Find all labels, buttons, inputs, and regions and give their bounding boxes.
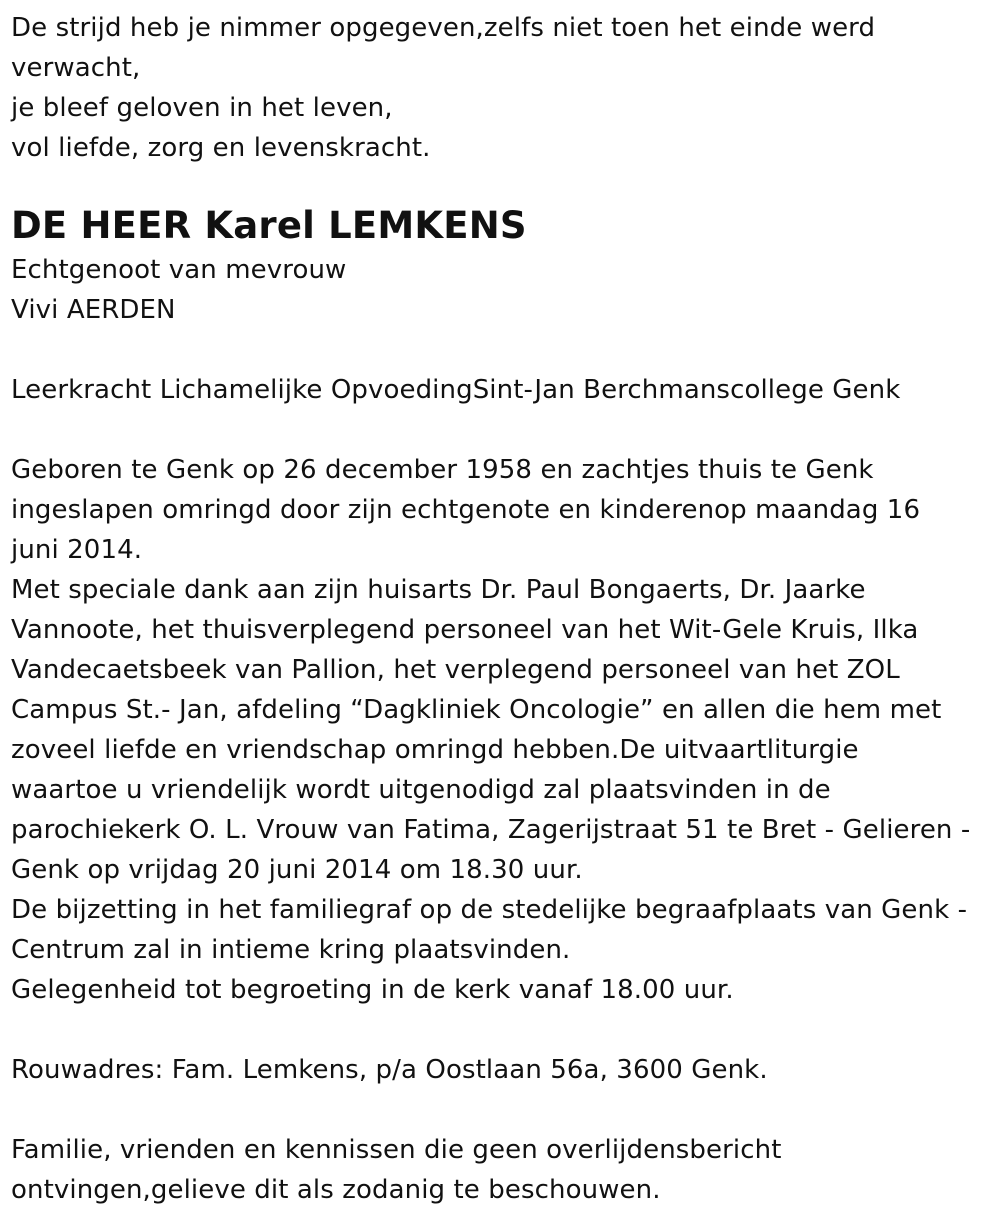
poem-line: vol liefde, zorg en levenskracht.	[11, 133, 431, 163]
poem-line: De strijd heb je nimmer opgegeven,zelfs niet toen het einde werd	[11, 13, 876, 43]
poem	[11, 8, 991, 168]
announcement-body	[11, 450, 991, 1010]
body-line: Vannoote, het thuisverplegend personeel van het Wit-Gele Kruis, Ilka	[11, 615, 919, 645]
spouse-line: Vivi AERDEN	[11, 295, 176, 325]
spouse-line: Echtgenoot van mevrouw	[11, 255, 347, 285]
body-line: Gelegenheid tot begroeting in de kerk vanaf 18.00 uur.	[11, 975, 734, 1005]
spacer	[11, 330, 991, 370]
body-line: Genk op vrijdag 20 juni 2014 om 18.30 uur.	[11, 855, 583, 885]
spacer	[11, 1090, 991, 1130]
body-line: Vandecaetsbeek van Pallion, het verplegend personeel van het ZOL	[11, 655, 900, 685]
body-line: waartoe u vriendelijk wordt uitgenodigd zal plaatsvinden in de	[11, 775, 831, 805]
profession: Leerkracht Lichamelijke OpvoedingSint-Jan Berchmanscollege Genk	[11, 375, 901, 405]
body-line: ingeslapen omringd door zijn echtgenote en kinderenop maandag 16	[11, 495, 921, 525]
poem-line: verwacht,	[11, 53, 141, 83]
body-line: Geboren te Genk op 26 december 1958 en zachtjes thuis te Genk	[11, 455, 874, 485]
body-line: Campus St.- Jan, afdeling “Dagkliniek Oncologie” en allen die hem met	[11, 695, 942, 725]
body-line: zoveel liefde en vriendschap omringd hebben.De uitvaartliturgie	[11, 735, 859, 765]
closing-line: Familie, vrienden en kennissen die geen overlijdensbericht	[11, 1135, 782, 1165]
body-line: De bijzetting in het familiegraf op de stedelijke begraafplaats van Genk -	[11, 895, 968, 925]
closing-note	[11, 1130, 991, 1210]
spacer	[11, 1010, 991, 1050]
spouse-info	[11, 250, 991, 330]
obituary-notice	[11, 8, 991, 1210]
spacer	[11, 410, 991, 450]
deceased-name: DE HEER Karel LEMKENS	[11, 204, 527, 247]
body-line: parochiekerk O. L. Vrouw van Fatima, Zagerijstraat 51 te Bret - Gelieren -	[11, 815, 971, 845]
body-line: Met speciale dank aan zijn huisarts Dr. Paul Bongaerts, Dr. Jaarke	[11, 575, 866, 605]
mourning-address: Rouwadres: Fam. Lemkens, p/a Oostlaan 56a, 3600 Genk.	[11, 1055, 768, 1085]
body-line: juni 2014.	[11, 535, 143, 565]
body-line: Centrum zal in intieme kring plaatsvinden.	[11, 935, 571, 965]
closing-line: ontvingen,gelieve dit als zodanig te beschouwen.	[11, 1175, 661, 1205]
poem-line: je bleef geloven in het leven,	[11, 93, 393, 123]
